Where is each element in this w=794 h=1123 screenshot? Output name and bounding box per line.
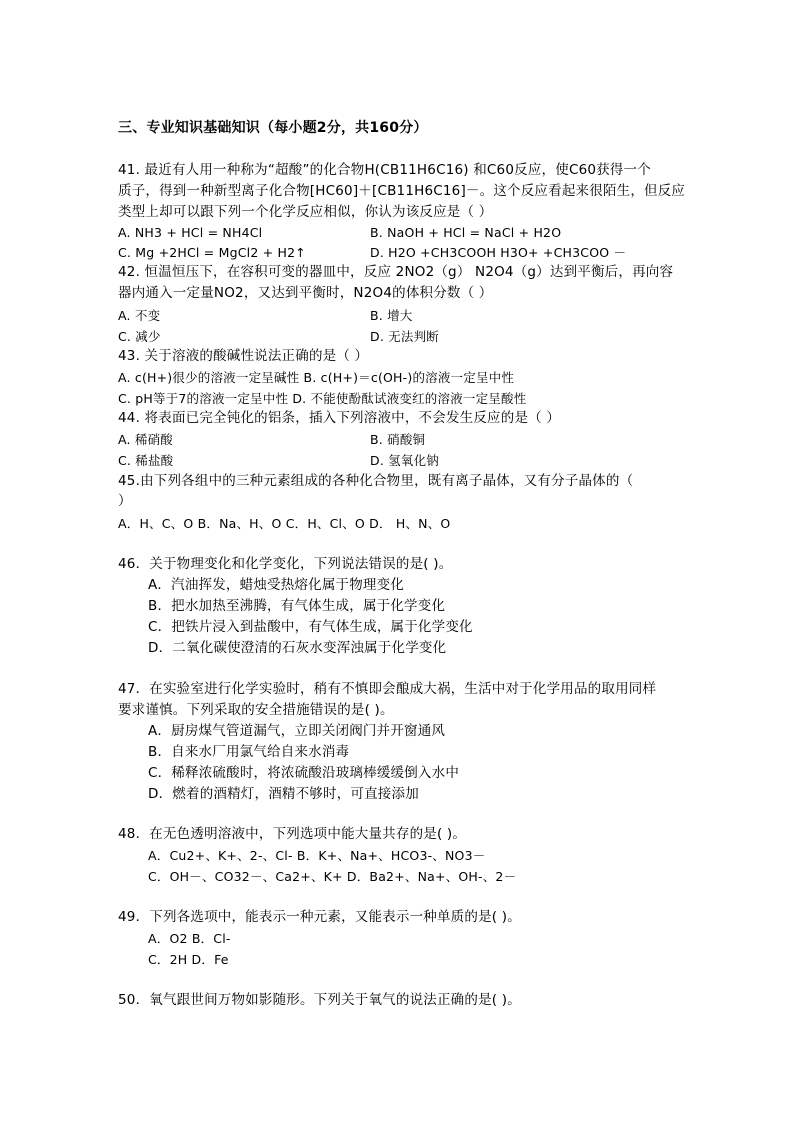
question-43-line-1: 43. 关于溶液的酸碱性说法正确的是（ ） <box>118 348 369 364</box>
question-42-line-2: 器内通入一定量NO2，又达到平衡时，N2O4的体积分数（ ） <box>118 285 493 301</box>
question-42-line-1: 42. 恒温恒压下，在容积可变的器皿中，反应 2NO2（g） N2O4（g）达到平衡后，再向容 <box>118 264 674 280</box>
q47-option-b: B．自来水厂用氯气给自来水消毒 <box>148 744 350 760</box>
q45-options: A．H、C、O B．Na、H、O C．H、Cl、O D． H、N、O <box>118 516 451 531</box>
question-41-line-3: 类型上却可以跟下列一个化学反应相似，你认为该反应是（ ） <box>118 204 493 220</box>
question-48-line-1: 48．在无色透明溶液中，下列选项中能大量共存的是( )。 <box>118 826 467 842</box>
q46-option-b: B．把水加热至沸腾，有气体生成，属于化学变化 <box>148 598 446 614</box>
question-44-line-1: 44. 将表面已完全钝化的铝条，插入下列溶液中，不会发生反应的是（ ） <box>118 410 561 426</box>
q49-options-ab: A．O2 B．Cl- <box>148 931 231 946</box>
q42-option-c: C. 减少 <box>118 329 161 344</box>
q46-option-d: D．二氧化碳使澄清的石灰水变浑浊属于化学变化 <box>148 640 447 656</box>
q49-options-cd: C．2H D．Fe <box>148 952 229 967</box>
question-47-line-2: 要求谨慎。下列采取的安全措施错误的是( )。 <box>118 702 394 718</box>
question-45-line-1: 45.由下列各组中的三种元素组成的各种化合物里，既有离子晶体，又有分子晶体的（ <box>118 473 634 489</box>
q42-option-b: B. 增大 <box>370 308 413 323</box>
q41-option-d: D. H2O +CH3COOH H3O+ +CH3COO － <box>370 245 627 260</box>
q46-option-c: C．把铁片浸入到盐酸中，有气体生成，属于化学变化 <box>148 619 473 635</box>
question-50-line-1: 50．氧气跟世间万物如影随形。下列关于氧气的说法正确的是( )。 <box>118 992 521 1008</box>
q44-option-a: A. 稀硝酸 <box>118 432 173 447</box>
q47-option-d: D．燃着的酒精灯，酒精不够时，可直接添加 <box>148 786 419 802</box>
q48-options-cd: C．OH－、CO32－、Ca2+、K+ D．Ba2+、Na+、OH-、2－ <box>148 869 517 884</box>
q44-option-b: B. 硝酸铜 <box>370 432 426 447</box>
question-49-line-1: 49．下列各选项中，能表示一种元素，又能表示一种单质的是( )。 <box>118 909 521 925</box>
section-title: 三、专业知识基础知识（每小题2分，共160分） <box>118 120 428 136</box>
q43-options-cd: C. pH等于7的溶液一定呈中性 D. 不能使酚酞试液变红的溶液一定呈酸性 <box>118 391 527 406</box>
question-47-line-1: 47．在实验室进行化学实验时，稍有不慎即会酿成大祸，生活中对于化学用品的取用同样 <box>118 681 657 697</box>
q42-option-a: A. 不变 <box>118 308 161 323</box>
q48-options-ab: A．Cu2+、K+、2-、Cl- B．K+、Na+、HCO3-、NO3－ <box>148 848 486 863</box>
question-41-line-1: 41. 最近有人用一种称为“超酸”的化合物H(CB11H6C16) 和C60反应，使C60获得一个 <box>118 162 651 178</box>
q43-options-ab: A. c(H+)很少的溶液一定呈碱性 B. c(H+)＝c(OH-)的溶液一定呈中性 <box>118 370 515 385</box>
question-41-line-2: 质子，得到一种新型离子化合物[HC60]＋[CB11H6C16]－。这个反应看起来很陌生，但反应 <box>118 183 686 199</box>
q44-option-d: D. 氢氧化钠 <box>370 453 439 468</box>
q41-option-b: B. NaOH + HCl = NaCl + H2O <box>370 225 562 240</box>
q44-option-c: C. 稀盐酸 <box>118 453 174 468</box>
question-46-line-1: 46．关于物理变化和化学变化，下列说法错误的是( )。 <box>118 556 453 572</box>
question-45-line-2: ） <box>118 493 132 509</box>
q47-option-c: C．稀释浓硫酸时，将浓硫酸沿玻璃棒缓缓倒入水中 <box>148 765 460 781</box>
q47-option-a: A．厨房煤气管道漏气，立即关闭阀门并开窗通风 <box>148 723 446 739</box>
q41-option-c: C. Mg +2HCl = MgCl2 + H2↑ <box>118 245 306 260</box>
q42-option-d: D. 无法判断 <box>370 329 439 344</box>
q41-option-a: A. NH3 + HCl = NH4Cl <box>118 225 263 240</box>
q46-option-a: A．汽油挥发，蜡烛受热熔化属于物理变化 <box>148 577 405 593</box>
